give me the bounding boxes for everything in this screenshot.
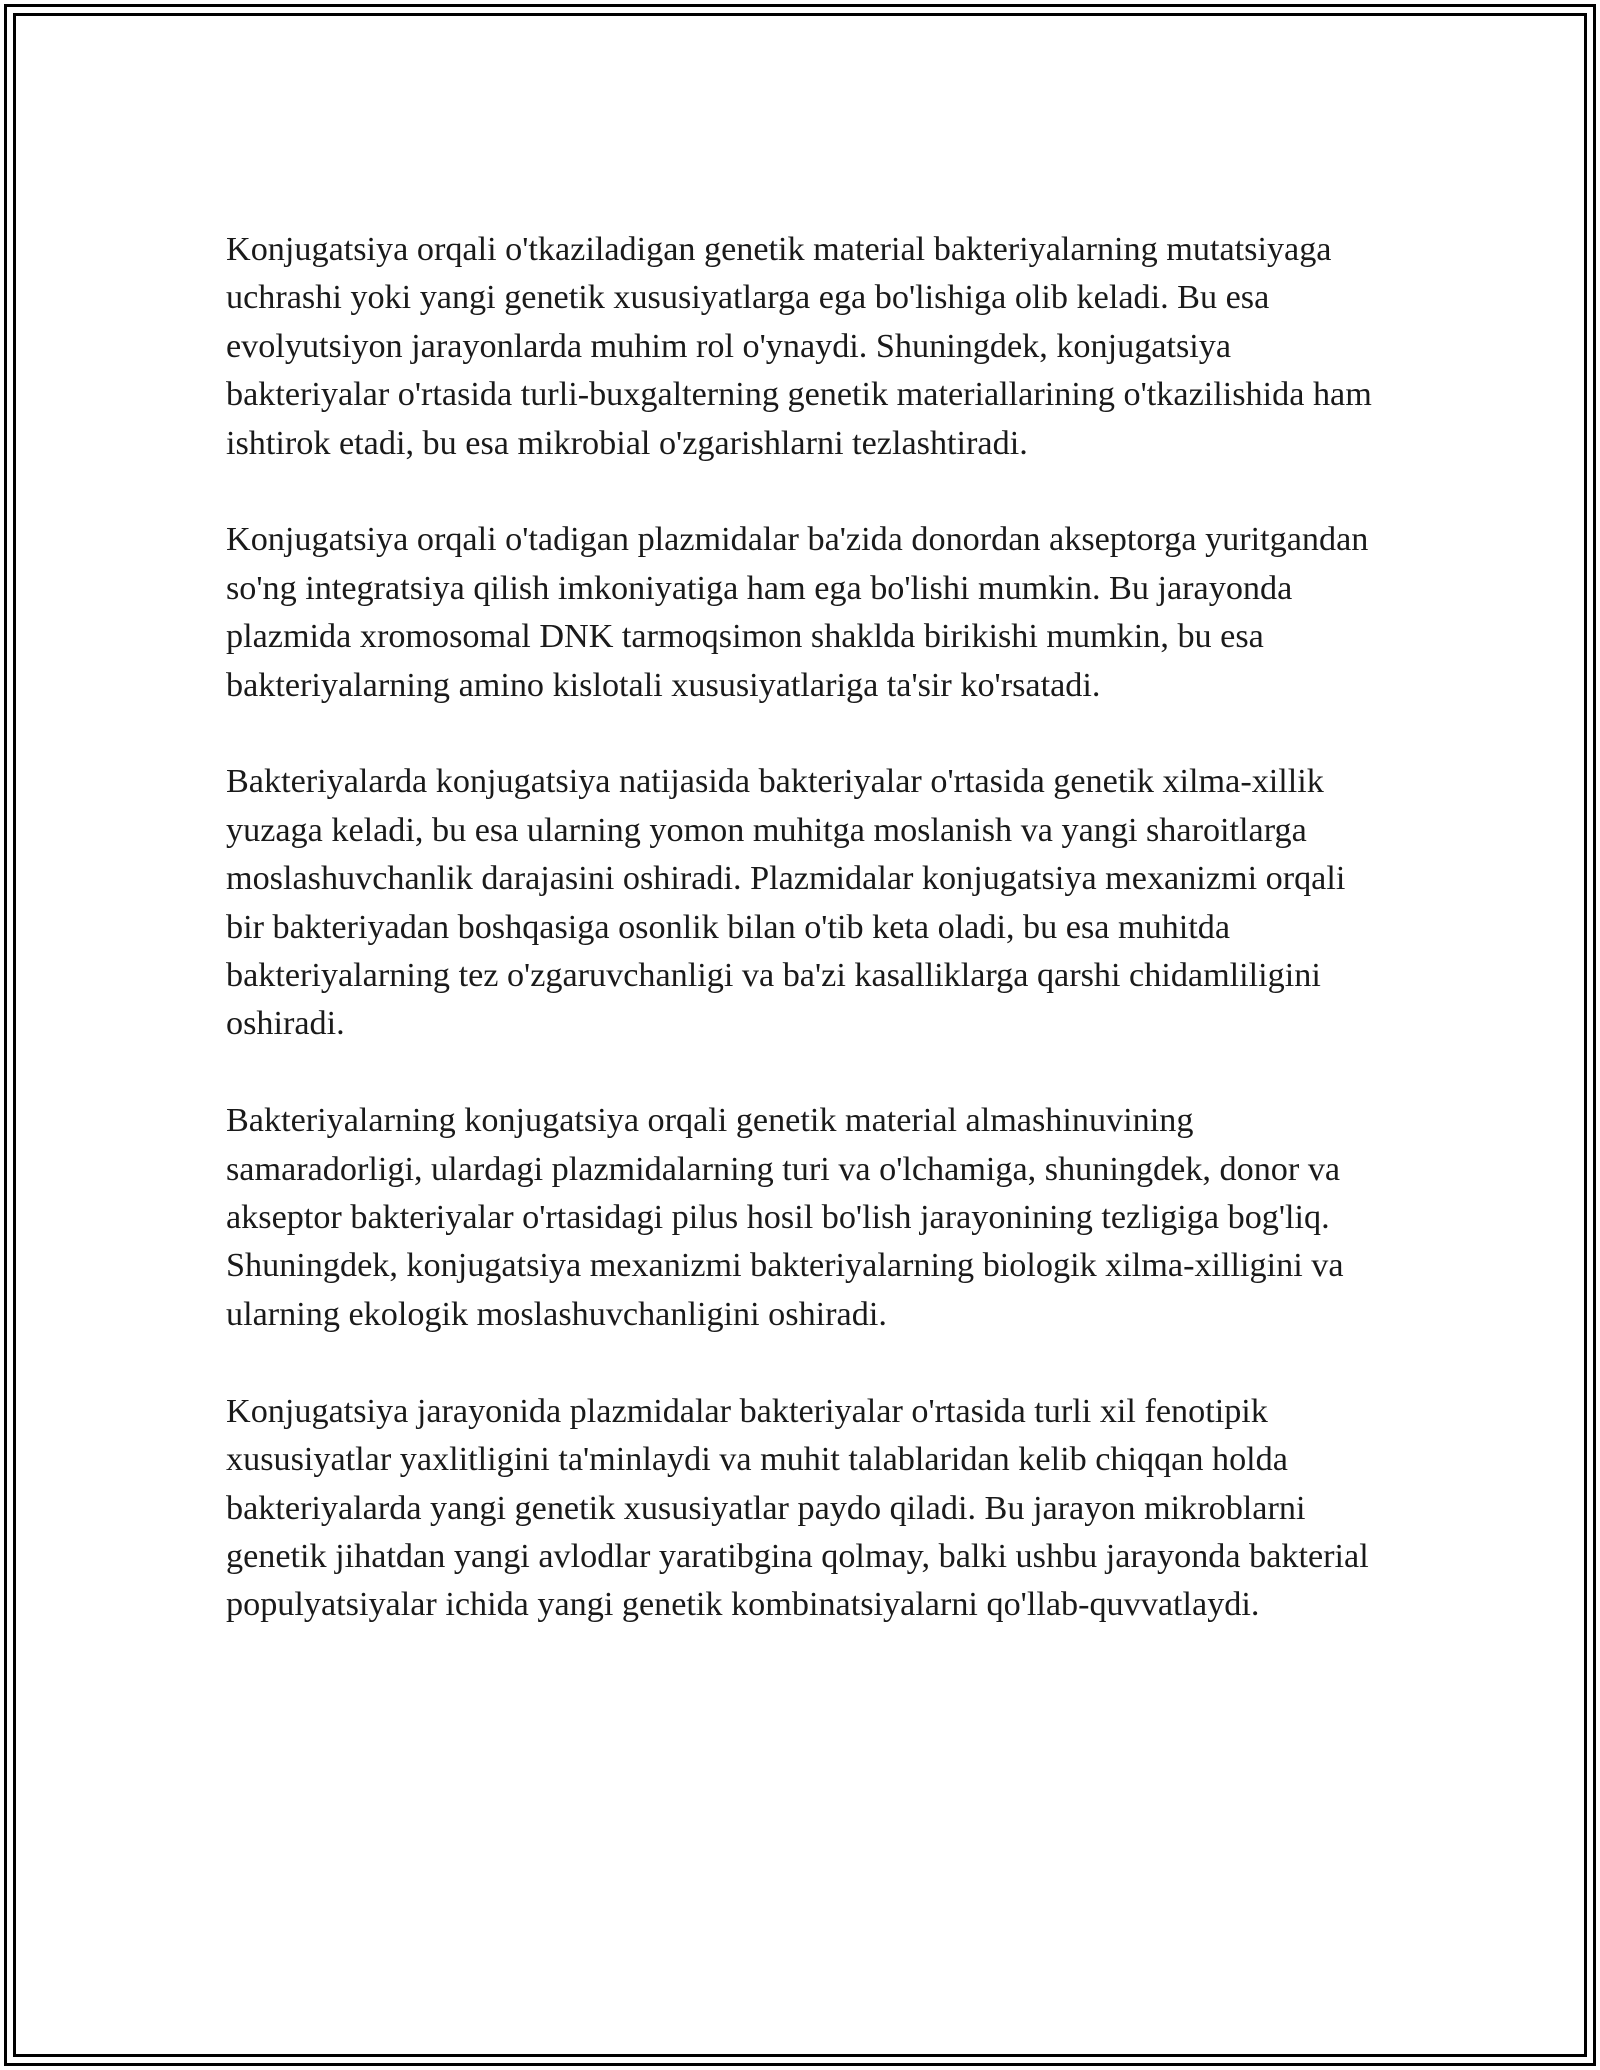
paragraph-4: Bakteriyalarning konjugatsiya orqali genetik material almashinuvining samaradorligi, ulardagi plazmidalarning turi va o'lchamiga, shuningdek, donor va akseptor bakteriyalar o'rtasidagi pilus hosil bo'lish jarayonining tezligiga bog'liq. Shuningdek, konjugatsiya mexanizmi bakteriyalarning biologik xilma-xilligini va ularning ekologik moslashuvchanligini oshiradi. — [226, 1102, 1344, 1333]
paragraph-3: Bakteriyalarda konjugatsiya natijasida bakteriyalar o'rtasida genetik xilma-xillik yuzaga keladi, bu esa ularning yomon muhitga moslanish va yangi sharoitlarga moslashuvchanlik darajasini oshiradi. Plazmidalar konjugatsiya mexanizmi orqali bir bakteriyadan boshqasiga osonlik bilan o'tib keta oladi, bu esa muhitda bakteriyalarning tez o'zgaruvchanligi va ba'zi kasalliklarga qarshi chidamliligini oshiradi. — [226, 763, 1346, 1043]
paragraph-5: Konjugatsiya jarayonida plazmidalar bakteriyalar o'rtasida turli xil fenotipik xususiyatlar yaxlitligini ta'minlaydi va muhit talablaridan kelib chiqqan holda bakteriyalarda yangi genetik xususiyatlar paydo qiladi. Bu jarayon mikroblarni genetik jihatdan yangi avlodlar yaratibgina qolmay, balki ushbu jarayonda bakterial populyatsiyalar ichida yangi genetik kombinatsiyalarni qo'llab-quvvatlaydi. — [226, 1392, 1369, 1624]
paragraph-1: Konjugatsiya orqali o'tkaziladigan genetik material bakteriyalarning mutatsiyaga uchrashi yoki yangi genetik xususiyatlarga ega bo'lishiga olib keladi. Bu esa evolyutsiyon jarayonlarda muhim rol o'ynaydi. Shuningdek, konjugatsiya bakteriyalar o'rtasida turli-buxgalterning genetik materiallarining o'tkazilishida ham ishtirok etadi, bu esa mikrobial o'zgarishlarni tezlashtiradi. — [226, 231, 1372, 462]
paragraph-2: Konjugatsiya orqali o'tadigan plazmidalar ba'zida donordan akseptorga yuritgandan so'ng integratsiya qilish imkoniyatiga ham ega bo'lishi mumkin. Bu jarayonda plazmida xromosomal DNK tarmoqsimon shaklda birikishi mumkin, bu esa bakteriyalarning amino kislotali xususiyatlariga ta'sir ko'rsatadi. — [226, 521, 1369, 704]
document-body — [226, 226, 1376, 1678]
